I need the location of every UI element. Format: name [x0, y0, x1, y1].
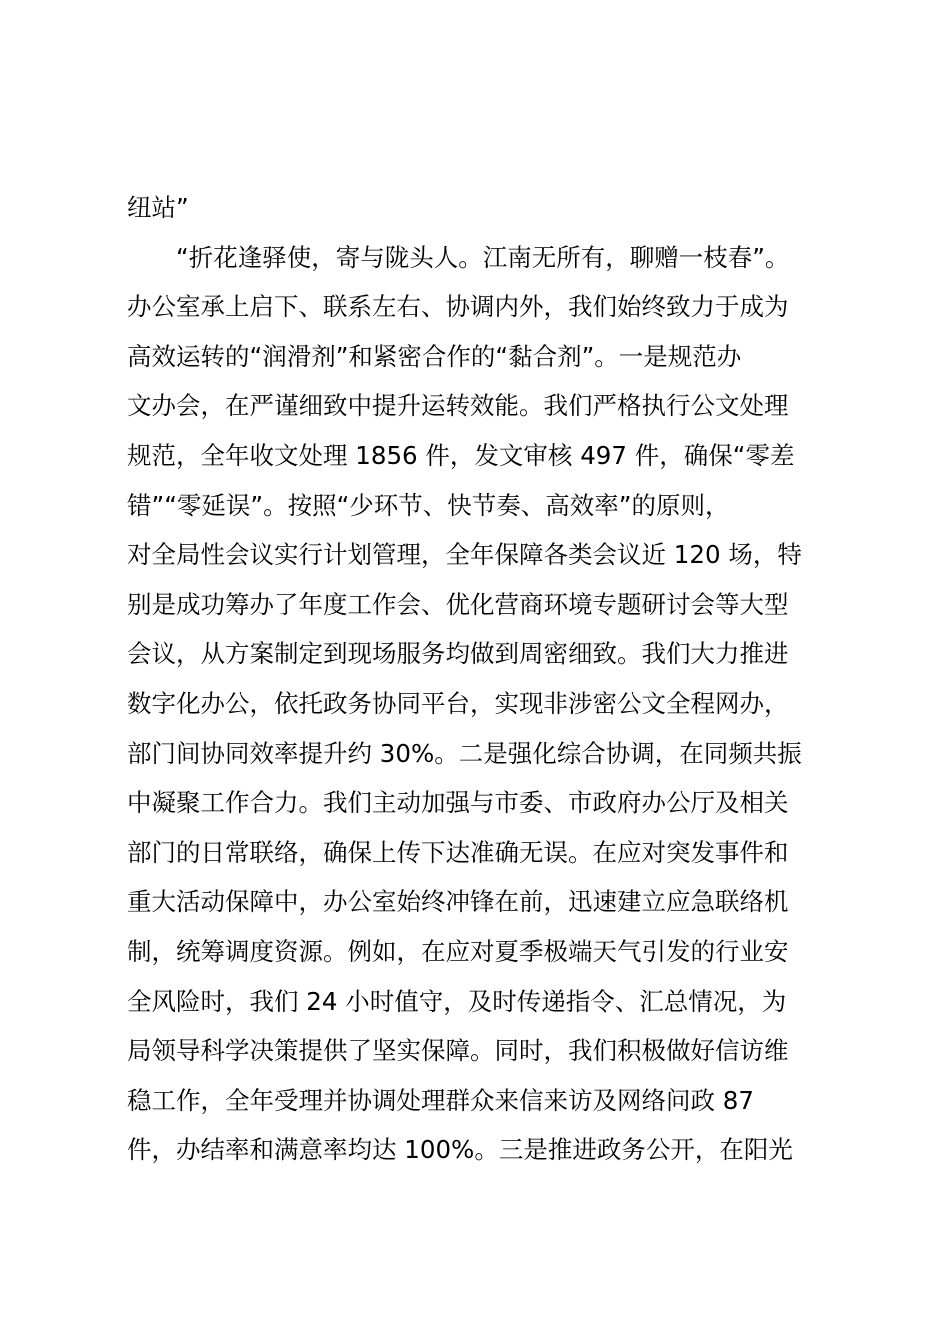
text-line: 全风险时，我们 24 小时值守，及时传递指令、汇总情况，为 — [127, 986, 787, 1016]
text-line: 对全局性会议实行计划管理，全年保障各类会议近 120 场，特 — [127, 540, 802, 570]
text-line: 部门的日常联络，确保上传下达准确无误。在应对突发事件和 — [127, 837, 789, 867]
text-line: 件，办结率和满意率均达 100%。三是推进政务公开，在阳光 — [127, 1135, 793, 1165]
text-line: 中凝聚工作合力。我们主动加强与市委、市政府办公厅及相关 — [127, 788, 789, 818]
text-line: 会议，从方案制定到现场服务均做到周密细致。我们大力推进 — [127, 639, 789, 669]
body-text — [127, 183, 837, 1175]
text-line: 局领导科学决策提供了坚实保障。同时，我们积极做好信访维 — [127, 1036, 789, 1066]
text-line: 别是成功筹办了年度工作会、优化营商环境专题研讨会等大型 — [127, 589, 789, 619]
text-line-heading-tail: 纽站” — [127, 193, 189, 222]
text-line: 办公室承上启下、联系左右、协调内外，我们始终致力于成为 — [127, 292, 789, 322]
text-line: 规范，全年收文处理 1856 件，发文审核 497 件，确保“零差 — [127, 440, 795, 470]
text-line-poem-quote: “折花逢驿使，寄与陇头人。江南无所有，聊赠一枝春”。 — [176, 242, 790, 272]
text-line: 制，统筹调度资源。例如，在应对夏季极端天气引发的行业安 — [127, 936, 789, 966]
text-line: 数字化办公，依托政务协同平台，实现非涉密公文全程网办， — [127, 688, 789, 718]
text-line: 重大活动保障中，办公室始终冲锋在前，迅速建立应急联络机 — [127, 887, 789, 917]
text-line: 稳工作，全年受理并协调处理群众来信来访及网络问政 87 — [127, 1085, 754, 1115]
text-line: 部门间协同效率提升约 30%。二是强化综合协调，在同频共振 — [127, 738, 802, 768]
text-line: 文办会，在严谨细致中提升运转效能。我们严格执行公文处理 — [127, 391, 789, 421]
text-line: 错”“零延误”。按照“少环节、快节奏、高效率”的原则， — [127, 490, 730, 520]
text-line: 高效运转的“润滑剂”和紧密合作的“黏合剂”。一是规范办 — [127, 341, 742, 371]
